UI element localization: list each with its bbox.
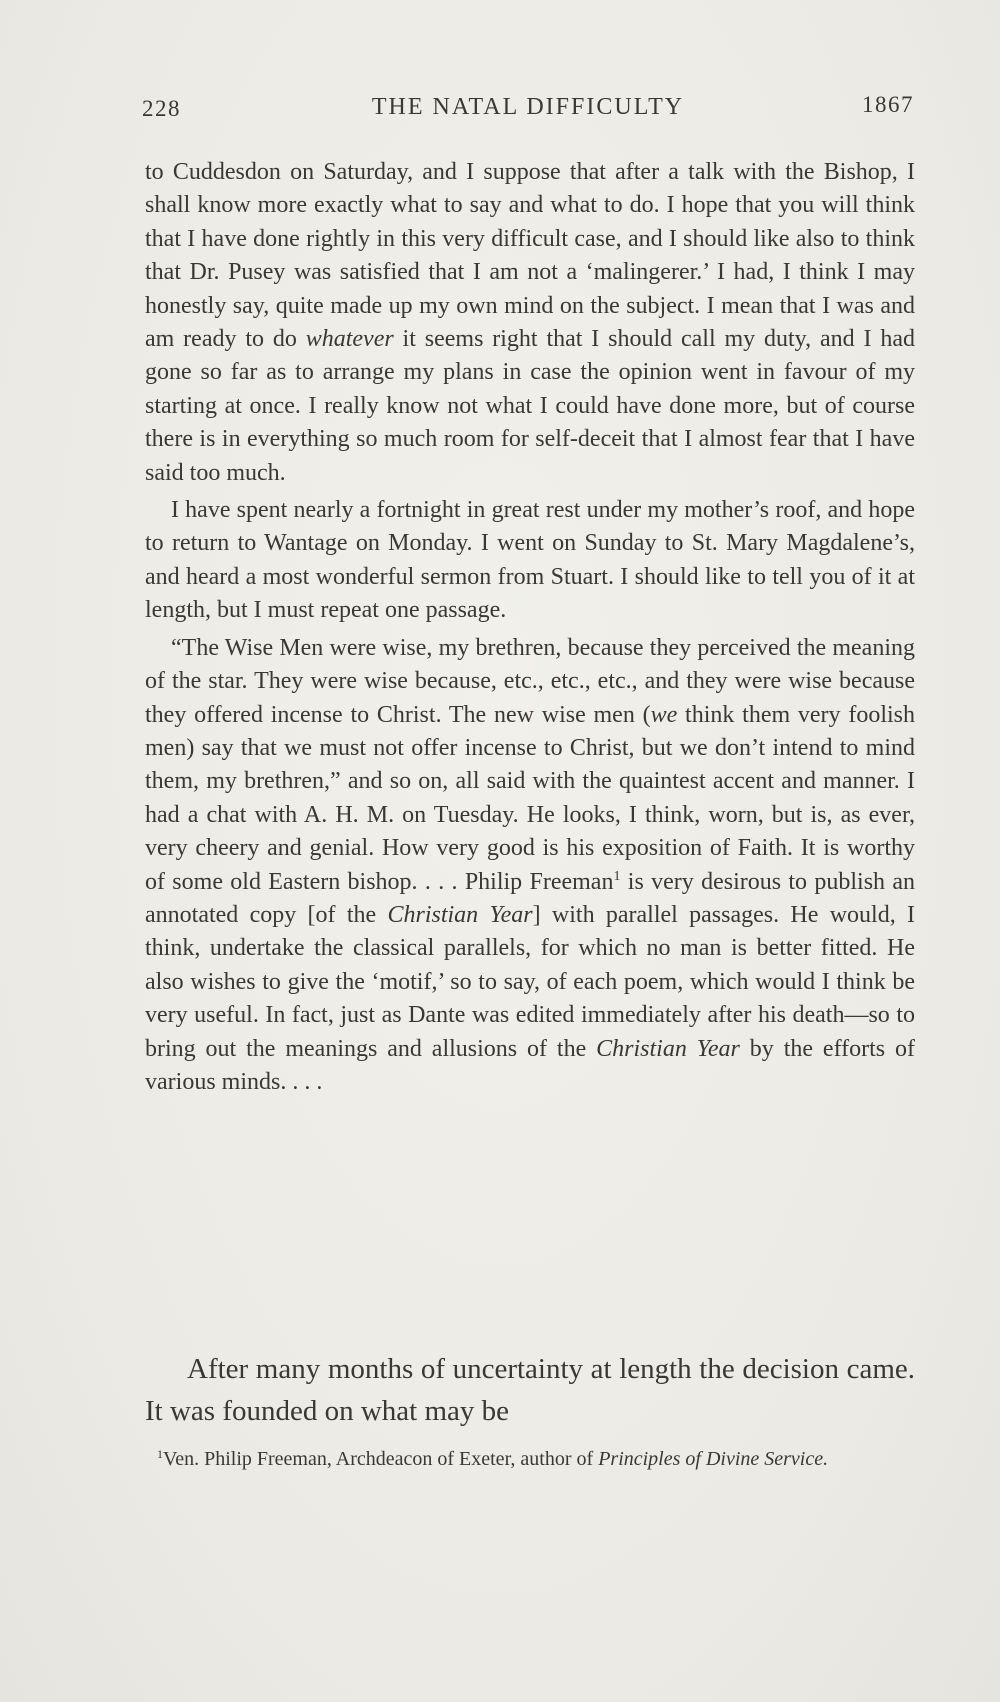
footnote-text: Ven. Philip Freeman, Archdeacon of Exeter, author of bbox=[163, 1448, 599, 1470]
text-run: to Cuddesdon on Saturday, and I suppose that after a talk with the Bishop, I shall know more exactly what to say and what to do. I hope that you will think that I have done rightly in this very difficult case, and I should like also to think that Dr. Pusey was satisfied that I am not a ‘malingerer.’ I had, I think I may honestly say, quite made up my own mind on the subject. I mean that I was and am ready to do bbox=[145, 159, 915, 353]
letter-body bbox=[145, 156, 915, 1099]
text-run: “The Wise Men were wise, my brethren, because they perceived the meaning of the star. They were wise because, etc., etc., etc., and they were wise because they offered incense to Christ. The new wise men ( bbox=[145, 634, 915, 728]
book-title: Christian Year bbox=[596, 1035, 740, 1062]
book-title: Christian Year bbox=[387, 901, 533, 928]
running-head-year: 1867 bbox=[862, 92, 914, 117]
paragraph-2: I have spent nearly a fortnight in great rest under my mother’s roof, and hope to return to Wantage on Monday. I went on Sunday to St. Mary Magdalene’s, and heard a most wonderful sermon from Stuart. I should like to tell you of it at length, but I must repeat one passage. bbox=[145, 497, 915, 624]
text-run: think them very foolish men) say that we must not offer incense to Christ, but we don’t intend to mind them, my brethren,” and so on, all said with the quaintest accent and manner. I had a chat with A. H. M. on Tuesday. He looks, I think, worn, but is, as ever, very cheery and genial. How very good is his exposition of Faith. It is worthy of some old Eastern bishop. . . . Philip Freeman bbox=[145, 701, 915, 895]
paragraph-3 bbox=[145, 632, 915, 1100]
emphasis-text: we bbox=[650, 701, 678, 728]
page-title: THE NATAL DIFFICULTY bbox=[371, 94, 685, 120]
text-run: by the efforts of various minds. . . . bbox=[145, 1035, 916, 1095]
text-run: is very desirous to publish an annotated copy [of the bbox=[145, 868, 916, 928]
footnote bbox=[157, 1445, 917, 1474]
page-number: 228 bbox=[142, 96, 181, 121]
footnote-reference[interactable]: 1 bbox=[613, 868, 621, 884]
paragraph-1 bbox=[145, 156, 915, 490]
emphasis-text: whatever bbox=[305, 326, 394, 353]
running-head bbox=[142, 92, 914, 128]
narrative-paragraph: After many months of uncertainty at length the decision came. It was founded on what may be bbox=[145, 1353, 915, 1427]
text-run: ] with parallel passages. He would, I think, undertake the classical parallels, for which no man is better fitted. He also wishes to give the ‘motif,’ so to say, of each poem, which would I think be very useful. In fact, just as Dante was edited immediately after his death—so to bring out the meanings and allusions of the bbox=[145, 901, 915, 1062]
footnote-mark: 1 bbox=[157, 1447, 163, 1461]
text-run: it seems right that I should call my duty, and I had gone so far as to arrange my plans in case the opinion went in favour of my starting at once. I really know not what I could have done more, but of course there is in everything so much room for self-deceit that I almost fear that I have said too much. bbox=[145, 326, 915, 486]
footnote-book-title: Principles of Divine Service. bbox=[598, 1448, 829, 1470]
